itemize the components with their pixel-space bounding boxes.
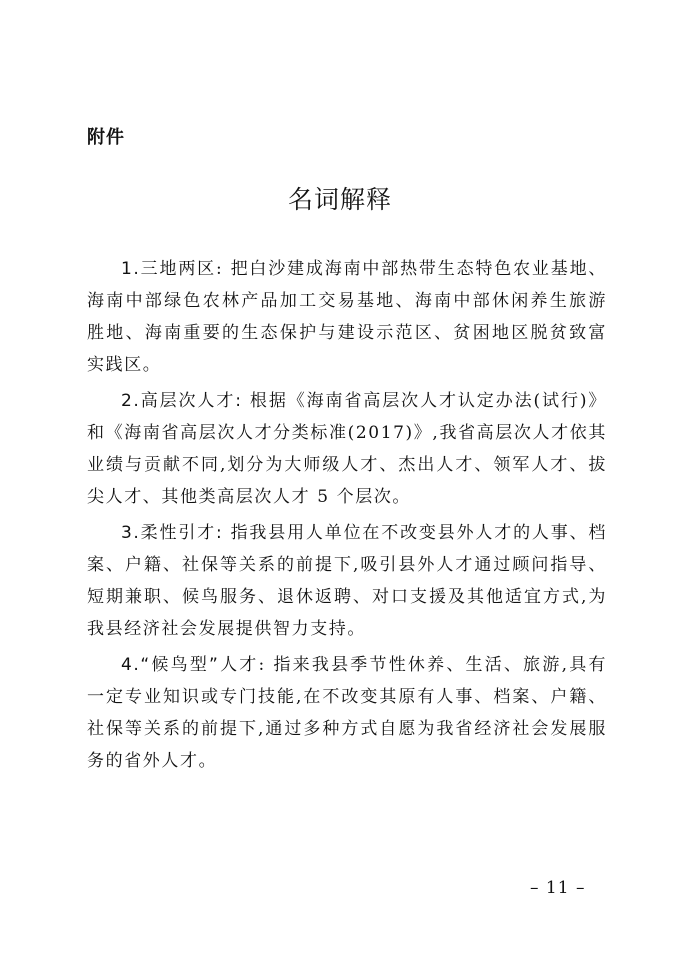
term-separator: : — [258, 655, 266, 675]
definition-text: 指来我县季节性休养、生活、旅游,具有一定专业知识或专门技能,在不改变其原有人事、档案、户籍、社保等关系的前提下,通过多种方式自愿为我省经济社会发展服务的省外人才。 — [87, 655, 608, 771]
definition-text: 根据《海南省高层次人才认定办法(试行)》和《海南省高层次人才分类标准(2017)》,我省高层次人才依其业绩与贡献不同,划分为大师级人才、杰出人才、领军人才、拔尖人才、其他类高层次人才 5 个层次。 — [87, 391, 607, 507]
definition-paragraph-2 — [87, 385, 607, 513]
attachment-label: 附件 — [87, 127, 125, 148]
page-number: – 11 – — [530, 878, 586, 898]
term-separator: : — [216, 259, 224, 279]
definition-paragraph-3 — [87, 517, 607, 645]
definition-text: 指我县用人单位在不改变县外人才的人事、档案、户籍、社保等关系的前提下,吸引县外人才通过顾问指导、短期兼职、候鸟服务、退休返聘、对口支援及其他适宜方式,为我县经济社会发展提供智力支持。 — [87, 523, 608, 639]
definitions-body — [87, 253, 607, 781]
definition-term: 2.高层次人才: — [121, 391, 243, 411]
definition-term: 3.柔性引才: — [121, 523, 224, 543]
definition-paragraph-4 — [87, 649, 607, 777]
definition-text: 把白沙建成海南中部热带生态特色农业基地、海南中部绿色农林产品加工交易基地、海南中部休闲养生旅游胜地、海南重要的生态保护与建设示范区、贫困地区脱贫致富实践区。 — [87, 259, 608, 375]
definition-paragraph-1 — [87, 253, 607, 381]
page-title: 名词解释 — [287, 185, 392, 214]
definition-term: 4.“候鸟型”人才 — [121, 655, 259, 675]
definition-term: 1.三地两区 — [121, 259, 216, 279]
